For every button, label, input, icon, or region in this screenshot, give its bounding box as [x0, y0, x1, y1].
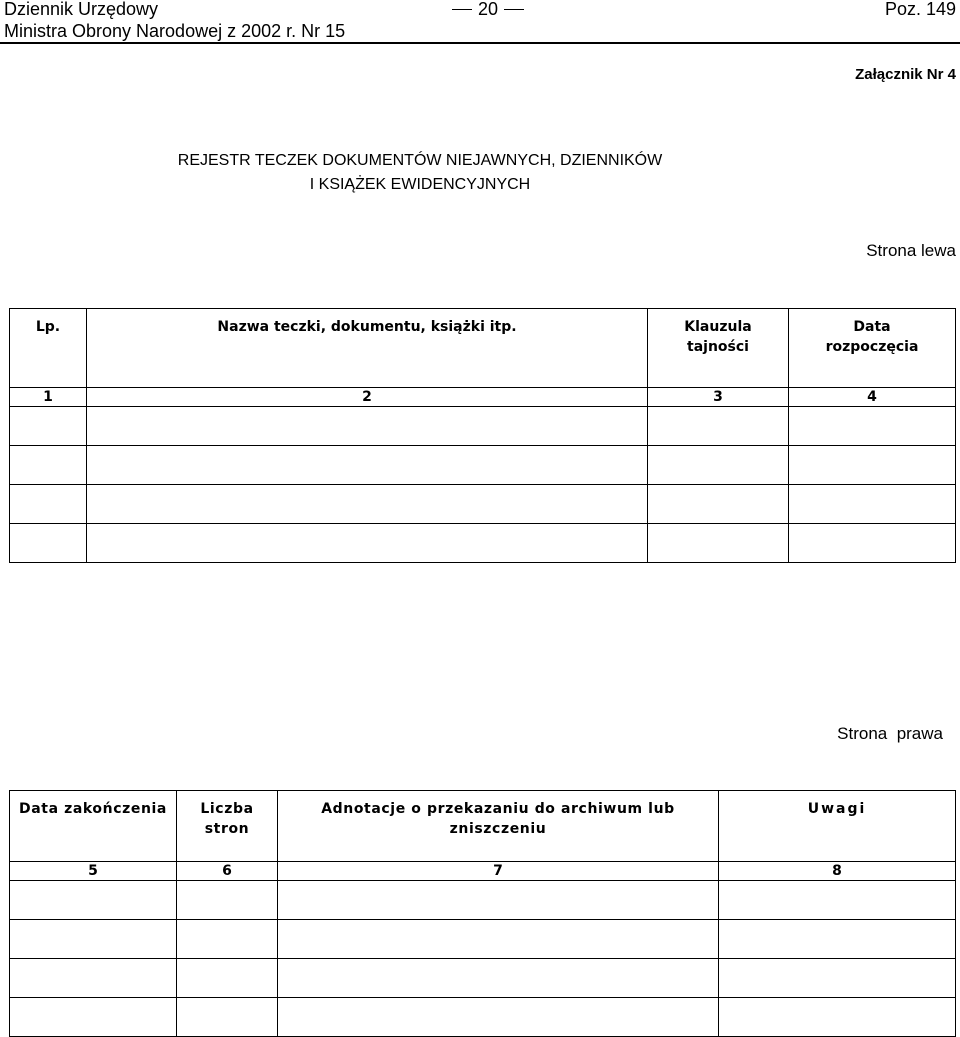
table-row [10, 920, 956, 959]
empty-cell[interactable] [648, 407, 789, 446]
annex-label: Załącznik Nr 4 [855, 66, 956, 83]
empty-cell[interactable] [10, 524, 87, 563]
page-number-value: 20 [478, 0, 499, 19]
column-number-8: 8 [719, 862, 956, 881]
empty-cell[interactable] [648, 446, 789, 485]
left-page-label: Strona lewa [866, 241, 956, 260]
empty-cell[interactable] [87, 485, 648, 524]
header-rule [0, 42, 960, 44]
column-header-start-date: Data rozpoczęcia [789, 309, 956, 388]
right-page-label: Strona prawa [837, 724, 943, 743]
header-row [10, 309, 956, 388]
column-number-7: 7 [278, 862, 719, 881]
table-row [10, 881, 956, 920]
position-label: Poz. 149 [884, 0, 956, 19]
empty-cell[interactable] [789, 485, 956, 524]
table-row [10, 485, 956, 524]
column-header-end-date: Data zakończenia [10, 791, 177, 862]
column-header-name: Nazwa teczki, dokumentu, książki itp. [87, 309, 648, 388]
empty-cell[interactable] [10, 998, 177, 1037]
empty-cell[interactable] [10, 485, 87, 524]
empty-cell[interactable] [177, 998, 278, 1037]
empty-cell[interactable] [177, 881, 278, 920]
empty-cell[interactable] [10, 881, 177, 920]
column-number-1: 1 [10, 388, 87, 407]
empty-cell[interactable] [278, 920, 719, 959]
empty-cell[interactable] [719, 881, 956, 920]
column-header-remarks: Uwagi [719, 791, 956, 862]
empty-cell[interactable] [87, 407, 648, 446]
column-number-row [10, 862, 956, 881]
column-header-lp: Lp. [10, 309, 87, 388]
table-row [10, 959, 956, 998]
empty-cell[interactable] [177, 959, 278, 998]
column-number-row [10, 388, 956, 407]
empty-cell[interactable] [278, 998, 719, 1037]
table-row [10, 446, 956, 485]
column-header-annotations: Adnotacje o przekazaniu do archiwum lub zniszczeniu [278, 791, 719, 862]
column-header-page-count: Liczba stron [177, 791, 278, 862]
header-row [10, 791, 956, 862]
empty-cell[interactable] [789, 446, 956, 485]
table-row [10, 407, 956, 446]
empty-cell[interactable] [177, 920, 278, 959]
empty-cell[interactable] [278, 881, 719, 920]
empty-cell[interactable] [87, 446, 648, 485]
empty-cell[interactable] [10, 407, 87, 446]
column-number-5: 5 [10, 862, 177, 881]
table-row [10, 998, 956, 1037]
dash-right [504, 9, 524, 11]
ministry-line: Ministra Obrony Narodowej z 2002 r. Nr 15 [4, 21, 346, 41]
empty-cell[interactable] [719, 920, 956, 959]
document-title-line1: REJESTR TECZEK DOKUMENTÓW NIEJAWNYCH, DZIENNIKÓW [177, 152, 663, 169]
empty-cell[interactable] [719, 959, 956, 998]
journal-name: Dziennik Urzędowy [4, 0, 159, 19]
empty-cell[interactable] [789, 407, 956, 446]
empty-cell[interactable] [10, 446, 87, 485]
column-number-6: 6 [177, 862, 278, 881]
column-header-classification: Klauzula tajności [648, 309, 789, 388]
empty-cell[interactable] [10, 959, 177, 998]
table-row [10, 524, 956, 563]
document-title-line2: I KSIĄŻEK EWIDENCYJNYCH [309, 176, 531, 193]
empty-cell[interactable] [278, 959, 719, 998]
empty-cell[interactable] [648, 524, 789, 563]
empty-cell[interactable] [719, 998, 956, 1037]
empty-cell[interactable] [87, 524, 648, 563]
column-number-4: 4 [789, 388, 956, 407]
empty-cell[interactable] [648, 485, 789, 524]
empty-cell[interactable] [10, 920, 177, 959]
right-register-table [9, 790, 956, 1037]
column-number-3: 3 [648, 388, 789, 407]
page-number [446, 0, 530, 20]
empty-cell[interactable] [789, 524, 956, 563]
left-register-table [9, 308, 956, 563]
dash-left [452, 9, 472, 11]
column-number-2: 2 [87, 388, 648, 407]
